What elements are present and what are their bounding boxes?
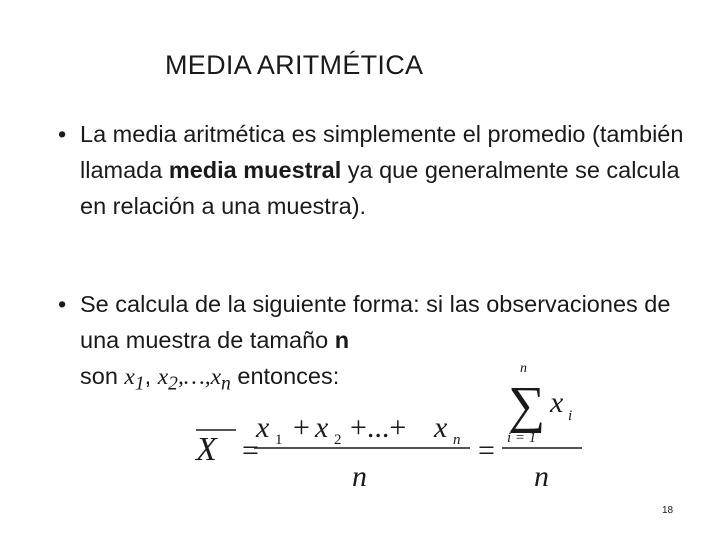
- bullet-marker: •: [58, 291, 67, 317]
- sep: ,: [144, 363, 158, 389]
- num-xn: x: [434, 411, 448, 444]
- num-sub-1: 1: [275, 432, 283, 448]
- num-x1: x: [256, 411, 270, 444]
- highlight-term: media muestral: [168, 157, 342, 183]
- sub-1: 1: [134, 373, 145, 395]
- sigma-icon: ∑: [508, 377, 546, 434]
- sub-2: 2: [168, 373, 178, 395]
- equals-sign: =: [242, 434, 259, 467]
- var-xn: x: [210, 364, 222, 390]
- sum-term-sub: i: [568, 408, 573, 424]
- ellipsis: ,…,: [177, 364, 211, 390]
- denominator: n: [352, 460, 367, 492]
- denominator-2: n: [534, 460, 549, 492]
- bullet-text-part: entonces:: [230, 363, 340, 389]
- plus-ellipsis: +...+: [350, 411, 407, 444]
- bullet-text: [80, 116, 698, 224]
- num-x2: x: [315, 411, 329, 444]
- bullet-definition: [58, 116, 698, 224]
- bullet-text-part: son: [80, 363, 125, 389]
- highlight-term: n: [334, 327, 350, 353]
- sum-term: x: [550, 386, 564, 419]
- var-x1: x: [124, 364, 135, 390]
- bullet-text-part: ya que generalmente se calcula en relación a una muestra).: [80, 157, 680, 219]
- num-sub-n: n: [453, 432, 461, 448]
- bullet-text-part: La media aritmética es simplemente el promedio (también llamada: [80, 121, 684, 183]
- mean-formula: [190, 362, 590, 492]
- num-sub-2: 2: [334, 432, 342, 448]
- sub-n: n: [221, 373, 231, 395]
- plus-sign: +: [293, 411, 310, 444]
- mean-symbol: X: [196, 431, 217, 468]
- equals-sign-2: =: [478, 434, 495, 467]
- page-number: 18: [662, 505, 674, 516]
- slide-title: MEDIA ARITMÉTICA: [165, 50, 424, 80]
- sum-lower-limit: i = 1: [507, 430, 537, 446]
- sum-upper-limit: n: [520, 362, 527, 376]
- bullet-text-part: Se calcula de la siguiente forma: si las observaciones de una muestra de tamaño: [80, 291, 671, 353]
- var-x2: x: [157, 364, 169, 390]
- bullet-marker: •: [58, 121, 67, 147]
